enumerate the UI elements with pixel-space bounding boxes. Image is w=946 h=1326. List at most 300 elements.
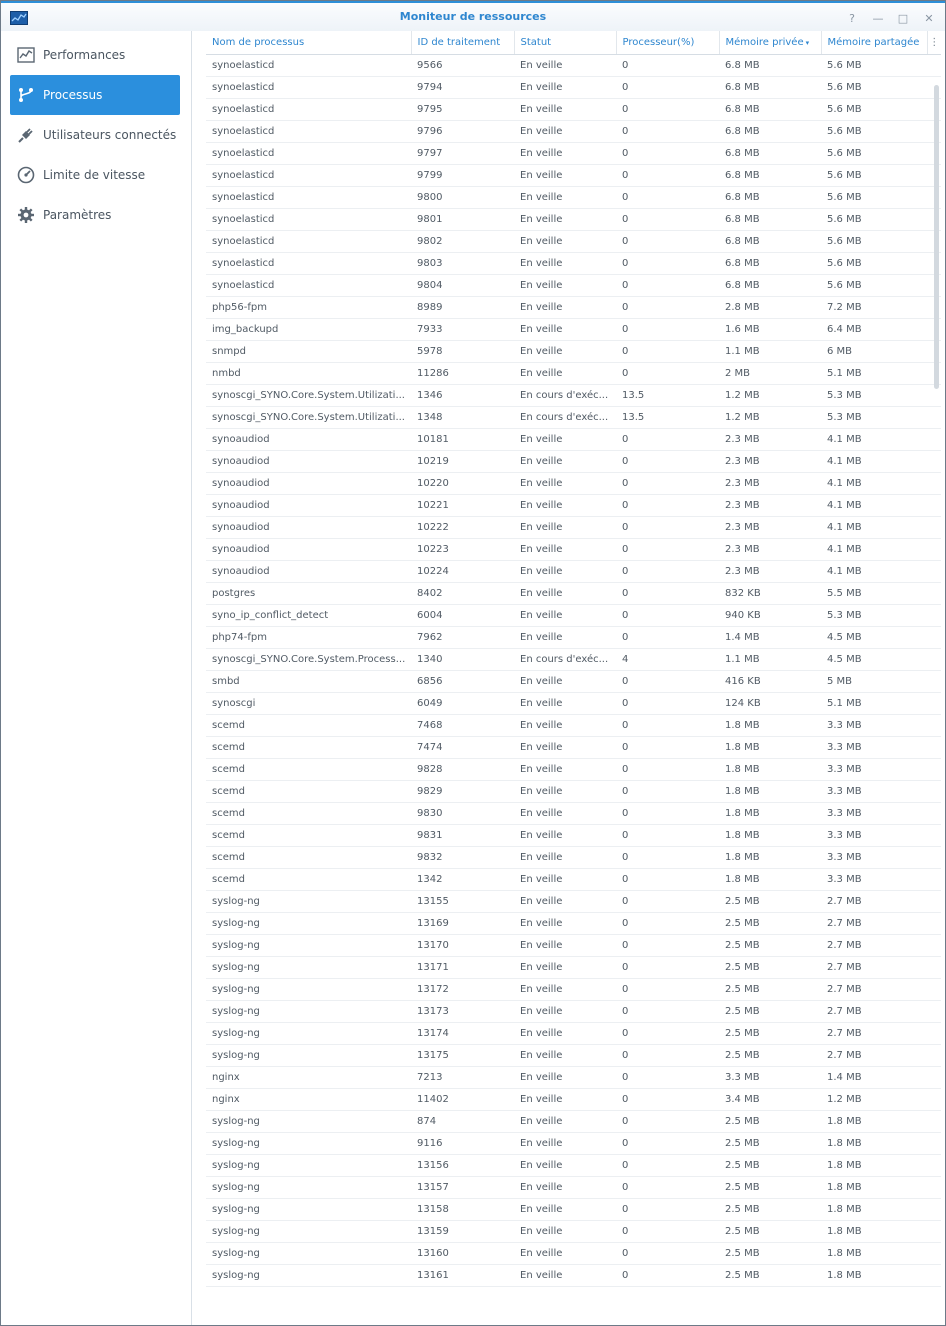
status-cell: En cours d'exéc... [514, 406, 616, 428]
status-cell: En veille [514, 1242, 616, 1264]
table-row[interactable] [206, 274, 941, 296]
table-row[interactable] [206, 978, 941, 1000]
pid-cell: 13156 [411, 1154, 514, 1176]
table-row[interactable] [206, 1176, 941, 1198]
status-cell: En veille [514, 1000, 616, 1022]
status-cell: En veille [514, 120, 616, 142]
shared-memory-cell: 5 MB [821, 670, 927, 692]
cpu-cell: 0 [616, 868, 719, 890]
table-row[interactable] [206, 824, 941, 846]
cpu-cell: 0 [616, 1044, 719, 1066]
table-row[interactable] [206, 846, 941, 868]
title-bar[interactable] [1, 1, 945, 31]
table-row[interactable] [206, 560, 941, 582]
private-memory-cell: 2.3 MB [719, 450, 821, 472]
status-cell: En veille [514, 956, 616, 978]
column-header-cpu[interactable]: Processeur(%) [616, 31, 719, 54]
private-memory-cell: 940 KB [719, 604, 821, 626]
status-cell: En veille [514, 428, 616, 450]
shared-memory-cell: 3.3 MB [821, 714, 927, 736]
status-cell: En veille [514, 164, 616, 186]
cpu-cell: 0 [616, 736, 719, 758]
speedometer-icon [17, 166, 35, 184]
process-name-cell: scemd [206, 758, 411, 780]
status-cell: En veille [514, 582, 616, 604]
table-row[interactable] [206, 208, 941, 230]
pid-cell: 13175 [411, 1044, 514, 1066]
table-row[interactable] [206, 868, 941, 890]
table-row[interactable] [206, 1066, 941, 1088]
cpu-cell: 0 [616, 318, 719, 340]
table-row[interactable] [206, 934, 941, 956]
table-row[interactable] [206, 230, 941, 252]
window-title: Moniteur de ressources [399, 10, 547, 23]
shared-memory-cell: 5.6 MB [821, 208, 927, 230]
table-row[interactable] [206, 362, 941, 384]
status-cell: En veille [514, 780, 616, 802]
status-cell: En cours d'exéc... [514, 648, 616, 670]
table-row[interactable] [206, 538, 941, 560]
table-row[interactable] [206, 890, 941, 912]
cpu-cell: 0 [616, 1198, 719, 1220]
table-row[interactable] [206, 1000, 941, 1022]
shared-memory-cell: 5.1 MB [821, 692, 927, 714]
private-memory-cell: 124 KB [719, 692, 821, 714]
row-spacer-cell [927, 714, 941, 736]
shared-memory-cell: 1.8 MB [821, 1176, 927, 1198]
process-name-cell: scemd [206, 802, 411, 824]
table-row[interactable] [206, 912, 941, 934]
sidebar-item-label: Paramètres [43, 208, 112, 222]
table-row[interactable] [206, 1132, 941, 1154]
table-row[interactable] [206, 120, 941, 142]
process-name-cell: synoelasticd [206, 274, 411, 296]
table-row[interactable] [206, 186, 941, 208]
pid-cell: 9804 [411, 274, 514, 296]
process-name-cell: synoaudiod [206, 428, 411, 450]
private-memory-cell: 2.5 MB [719, 1132, 821, 1154]
process-name-cell: syslog-ng [206, 912, 411, 934]
private-memory-cell: 2.5 MB [719, 956, 821, 978]
pid-cell: 7474 [411, 736, 514, 758]
private-memory-cell: 1.8 MB [719, 846, 821, 868]
private-memory-cell: 2.5 MB [719, 890, 821, 912]
process-name-cell: synoelasticd [206, 208, 411, 230]
row-spacer-cell [927, 912, 941, 934]
status-cell: En veille [514, 1066, 616, 1088]
table-row[interactable] [206, 384, 941, 406]
row-spacer-cell [927, 538, 941, 560]
table-row[interactable] [206, 428, 941, 450]
shared-memory-cell: 1.8 MB [821, 1198, 927, 1220]
cpu-cell: 0 [616, 824, 719, 846]
cpu-cell: 0 [616, 890, 719, 912]
cpu-cell: 0 [616, 98, 719, 120]
performance-chart-icon [17, 46, 35, 64]
cpu-cell: 0 [616, 1154, 719, 1176]
pid-cell: 9796 [411, 120, 514, 142]
private-memory-cell: 2.5 MB [719, 1022, 821, 1044]
process-name-cell: syslog-ng [206, 934, 411, 956]
cpu-cell: 0 [616, 956, 719, 978]
status-cell: En veille [514, 1110, 616, 1132]
shared-memory-cell: 5.3 MB [821, 604, 927, 626]
shared-memory-cell: 2.7 MB [821, 934, 927, 956]
cpu-cell: 13.5 [616, 384, 719, 406]
pid-cell: 9797 [411, 142, 514, 164]
pid-cell: 7468 [411, 714, 514, 736]
table-row[interactable] [206, 956, 941, 978]
pid-cell: 10221 [411, 494, 514, 516]
process-name-cell: syslog-ng [206, 978, 411, 1000]
table-row[interactable] [206, 1198, 941, 1220]
cpu-cell: 0 [616, 978, 719, 1000]
column-header-pid[interactable]: ID de traitement [411, 31, 514, 54]
private-memory-cell: 6.8 MB [719, 76, 821, 98]
pid-cell: 13158 [411, 1198, 514, 1220]
pid-cell: 10222 [411, 516, 514, 538]
status-cell: En cours d'exéc... [514, 384, 616, 406]
column-menu-icon[interactable]: ⋮ [927, 31, 941, 54]
row-spacer-cell [927, 846, 941, 868]
private-memory-cell: 2.5 MB [719, 1242, 821, 1264]
process-name-cell: scemd [206, 714, 411, 736]
status-cell: En veille [514, 1176, 616, 1198]
table-row[interactable] [206, 142, 941, 164]
row-spacer-cell [927, 1088, 941, 1110]
sidebar-item-performances[interactable] [10, 35, 180, 75]
process-name-cell: synoelasticd [206, 252, 411, 274]
status-cell: En veille [514, 516, 616, 538]
status-cell: En veille [514, 1198, 616, 1220]
table-row[interactable] [206, 98, 941, 120]
row-spacer-cell [927, 890, 941, 912]
pid-cell: 13170 [411, 934, 514, 956]
pid-cell: 5978 [411, 340, 514, 362]
cpu-cell: 0 [616, 274, 719, 296]
pid-cell: 13161 [411, 1264, 514, 1286]
sidebar-item-processus[interactable] [10, 75, 180, 115]
private-memory-cell: 6.8 MB [719, 252, 821, 274]
status-cell: En veille [514, 450, 616, 472]
row-spacer-cell [927, 1132, 941, 1154]
status-cell: En veille [514, 252, 616, 274]
process-name-cell: nginx [206, 1088, 411, 1110]
shared-memory-cell: 2.7 MB [821, 1022, 927, 1044]
pid-cell: 9803 [411, 252, 514, 274]
status-cell: En veille [514, 846, 616, 868]
private-memory-cell: 1.2 MB [719, 406, 821, 428]
shared-memory-cell: 5.6 MB [821, 142, 927, 164]
cpu-cell: 0 [616, 912, 719, 934]
process-name-cell: synoaudiod [206, 516, 411, 538]
pid-cell: 9800 [411, 186, 514, 208]
shared-memory-cell: 2.7 MB [821, 956, 927, 978]
pid-cell: 9799 [411, 164, 514, 186]
process-name-cell: synoelasticd [206, 230, 411, 252]
table-row[interactable] [206, 450, 941, 472]
table-row[interactable] [206, 318, 941, 340]
row-spacer-cell [927, 1264, 941, 1286]
row-spacer-cell [927, 1044, 941, 1066]
cpu-cell: 0 [616, 780, 719, 802]
shared-memory-cell: 1.8 MB [821, 1154, 927, 1176]
shared-memory-cell: 1.8 MB [821, 1220, 927, 1242]
row-spacer-cell [927, 1176, 941, 1198]
cpu-cell: 0 [616, 450, 719, 472]
minimize-button[interactable]: — [872, 11, 884, 25]
status-cell: En veille [514, 362, 616, 384]
cpu-cell: 0 [616, 428, 719, 450]
cpu-cell: 0 [616, 76, 719, 98]
close-button[interactable]: ✕ [924, 11, 934, 25]
cpu-cell: 0 [616, 54, 719, 76]
status-cell: En veille [514, 296, 616, 318]
pid-cell: 13159 [411, 1220, 514, 1242]
status-cell: En veille [514, 1154, 616, 1176]
process-table [206, 31, 941, 1287]
table-row[interactable] [206, 1242, 941, 1264]
table-row[interactable] [206, 604, 941, 626]
table-row[interactable] [206, 736, 941, 758]
table-row[interactable] [206, 164, 941, 186]
shared-memory-cell: 4.5 MB [821, 648, 927, 670]
maximize-button[interactable]: □ [897, 11, 909, 25]
table-row[interactable] [206, 626, 941, 648]
shared-memory-cell: 5.6 MB [821, 186, 927, 208]
process-name-cell: synoaudiod [206, 538, 411, 560]
private-memory-cell: 1.8 MB [719, 868, 821, 890]
pid-cell: 13172 [411, 978, 514, 1000]
table-row[interactable] [206, 406, 941, 428]
process-name-cell: syslog-ng [206, 1132, 411, 1154]
sidebar-item-parametres[interactable] [10, 195, 180, 235]
cpu-cell: 0 [616, 604, 719, 626]
sidebar-item-utilisateurs-connectes[interactable] [10, 115, 180, 155]
table-row[interactable] [206, 670, 941, 692]
pid-cell: 9831 [411, 824, 514, 846]
cpu-cell: 0 [616, 1022, 719, 1044]
shared-memory-cell: 2.7 MB [821, 1000, 927, 1022]
status-cell: En veille [514, 1220, 616, 1242]
table-row[interactable] [206, 1088, 941, 1110]
process-name-cell: snmpd [206, 340, 411, 362]
status-cell: En veille [514, 736, 616, 758]
process-name-cell: synoaudiod [206, 450, 411, 472]
cpu-cell: 0 [616, 670, 719, 692]
sidebar-item-label: Performances [43, 48, 126, 62]
table-row[interactable] [206, 494, 941, 516]
status-cell: En veille [514, 560, 616, 582]
private-memory-cell: 2.3 MB [719, 472, 821, 494]
private-memory-cell: 2.5 MB [719, 1264, 821, 1286]
table-row[interactable] [206, 54, 941, 76]
shared-memory-cell: 5.5 MB [821, 582, 927, 604]
pid-cell: 6049 [411, 692, 514, 714]
cpu-cell: 0 [616, 802, 719, 824]
private-memory-cell: 3.4 MB [719, 1088, 821, 1110]
row-spacer-cell [927, 406, 941, 428]
private-memory-cell: 2.5 MB [719, 912, 821, 934]
cpu-cell: 0 [616, 560, 719, 582]
pid-cell: 9116 [411, 1132, 514, 1154]
row-spacer-cell [927, 54, 941, 76]
column-header-private-memory[interactable] [719, 31, 821, 54]
status-cell: En veille [514, 186, 616, 208]
cpu-cell: 0 [616, 714, 719, 736]
process-name-cell: syslog-ng [206, 1176, 411, 1198]
pid-cell: 1342 [411, 868, 514, 890]
process-name-cell: syslog-ng [206, 1044, 411, 1066]
shared-memory-cell: 3.3 MB [821, 758, 927, 780]
table-row[interactable] [206, 472, 941, 494]
process-name-cell: synoscgi_SYNO.Core.System.Utilizati... [206, 384, 411, 406]
pid-cell: 7213 [411, 1066, 514, 1088]
process-name-cell: synoelasticd [206, 186, 411, 208]
process-name-cell: syslog-ng [206, 1264, 411, 1286]
row-spacer-cell [927, 736, 941, 758]
help-button[interactable]: ? [849, 11, 855, 25]
process-name-cell: synoaudiod [206, 494, 411, 516]
table-row[interactable] [206, 1044, 941, 1066]
row-spacer-cell [927, 450, 941, 472]
shared-memory-cell: 5.6 MB [821, 274, 927, 296]
process-name-cell: synoscgi_SYNO.Core.System.Process... [206, 648, 411, 670]
pid-cell: 7933 [411, 318, 514, 340]
shared-memory-cell: 4.1 MB [821, 472, 927, 494]
private-memory-cell: 2.3 MB [719, 538, 821, 560]
shared-memory-cell: 3.3 MB [821, 802, 927, 824]
process-name-cell: synoelasticd [206, 164, 411, 186]
table-row[interactable] [206, 692, 941, 714]
row-spacer-cell [927, 1066, 941, 1088]
private-memory-cell: 2.8 MB [719, 296, 821, 318]
process-name-cell: scemd [206, 868, 411, 890]
status-cell: En veille [514, 824, 616, 846]
table-row[interactable] [206, 296, 941, 318]
shared-memory-cell: 1.8 MB [821, 1264, 927, 1286]
process-name-cell: synoelasticd [206, 120, 411, 142]
status-cell: En veille [514, 802, 616, 824]
column-header-shared-memory[interactable]: Mémoire partagée [821, 31, 927, 54]
private-memory-cell: 1.8 MB [719, 758, 821, 780]
sidebar-item-limite-de-vitesse[interactable] [10, 155, 180, 195]
shared-memory-cell: 6 MB [821, 340, 927, 362]
table-header-row [206, 31, 941, 54]
table-row[interactable] [206, 714, 941, 736]
cpu-cell: 0 [616, 120, 719, 142]
table-row[interactable] [206, 1220, 941, 1242]
private-memory-cell: 6.8 MB [719, 208, 821, 230]
pid-cell: 13173 [411, 1000, 514, 1022]
status-cell: En veille [514, 890, 616, 912]
shared-memory-cell: 1.8 MB [821, 1110, 927, 1132]
pid-cell: 10223 [411, 538, 514, 560]
table-row[interactable] [206, 1110, 941, 1132]
table-row[interactable] [206, 1154, 941, 1176]
pid-cell: 9828 [411, 758, 514, 780]
process-name-cell: syslog-ng [206, 1000, 411, 1022]
pid-cell: 8989 [411, 296, 514, 318]
table-row[interactable] [206, 758, 941, 780]
cpu-cell: 0 [616, 582, 719, 604]
table-row[interactable] [206, 516, 941, 538]
process-name-cell: scemd [206, 780, 411, 802]
process-name-cell: postgres [206, 582, 411, 604]
private-memory-cell: 2.5 MB [719, 1000, 821, 1022]
cpu-cell: 4 [616, 648, 719, 670]
status-cell: En veille [514, 978, 616, 1000]
row-spacer-cell [927, 1198, 941, 1220]
status-cell: En veille [514, 868, 616, 890]
private-memory-cell: 2.3 MB [719, 560, 821, 582]
table-row[interactable] [206, 1022, 941, 1044]
cpu-cell: 0 [616, 494, 719, 516]
pid-cell: 7962 [411, 626, 514, 648]
pid-cell: 9830 [411, 802, 514, 824]
shared-memory-cell: 2.7 MB [821, 912, 927, 934]
private-memory-cell: 2.5 MB [719, 1110, 821, 1132]
cpu-cell: 0 [616, 1132, 719, 1154]
vertical-scrollbar[interactable] [934, 85, 939, 389]
shared-memory-cell: 5.6 MB [821, 230, 927, 252]
pid-cell: 9801 [411, 208, 514, 230]
cpu-cell: 0 [616, 208, 719, 230]
process-name-cell: syslog-ng [206, 1022, 411, 1044]
pid-cell: 13157 [411, 1176, 514, 1198]
shared-memory-cell: 3.3 MB [821, 868, 927, 890]
table-row[interactable] [206, 1264, 941, 1286]
private-memory-cell: 6.8 MB [719, 164, 821, 186]
column-header-status[interactable]: Statut [514, 31, 616, 54]
process-name-cell: synoelasticd [206, 76, 411, 98]
private-memory-cell: 6.8 MB [719, 54, 821, 76]
process-name-cell: synoaudiod [206, 472, 411, 494]
cpu-cell: 0 [616, 472, 719, 494]
shared-memory-cell: 5.6 MB [821, 120, 927, 142]
cpu-cell: 0 [616, 230, 719, 252]
shared-memory-cell: 1.2 MB [821, 1088, 927, 1110]
status-cell: En veille [514, 934, 616, 956]
sidebar-item-label: Utilisateurs connectés [43, 128, 177, 142]
private-memory-cell: 1.6 MB [719, 318, 821, 340]
pid-cell: 13160 [411, 1242, 514, 1264]
table-row[interactable] [206, 340, 941, 362]
status-cell: En veille [514, 758, 616, 780]
gear-icon [17, 206, 35, 224]
row-spacer-cell [927, 956, 941, 978]
column-header-process-name[interactable]: Nom de processus [206, 31, 411, 54]
table-row[interactable] [206, 582, 941, 604]
private-memory-cell: 1.4 MB [719, 626, 821, 648]
process-name-cell: syslog-ng [206, 1154, 411, 1176]
row-spacer-cell [927, 494, 941, 516]
private-memory-cell: 6.8 MB [719, 98, 821, 120]
shared-memory-cell: 5.1 MB [821, 362, 927, 384]
process-name-cell: scemd [206, 824, 411, 846]
table-row[interactable] [206, 780, 941, 802]
table-row[interactable] [206, 802, 941, 824]
private-memory-cell: 6.8 MB [719, 230, 821, 252]
table-row[interactable] [206, 648, 941, 670]
shared-memory-cell: 2.7 MB [821, 890, 927, 912]
table-row[interactable] [206, 76, 941, 98]
pid-cell: 10219 [411, 450, 514, 472]
table-row[interactable] [206, 252, 941, 274]
row-spacer-cell [927, 648, 941, 670]
process-name-cell: scemd [206, 736, 411, 758]
status-cell: En veille [514, 54, 616, 76]
